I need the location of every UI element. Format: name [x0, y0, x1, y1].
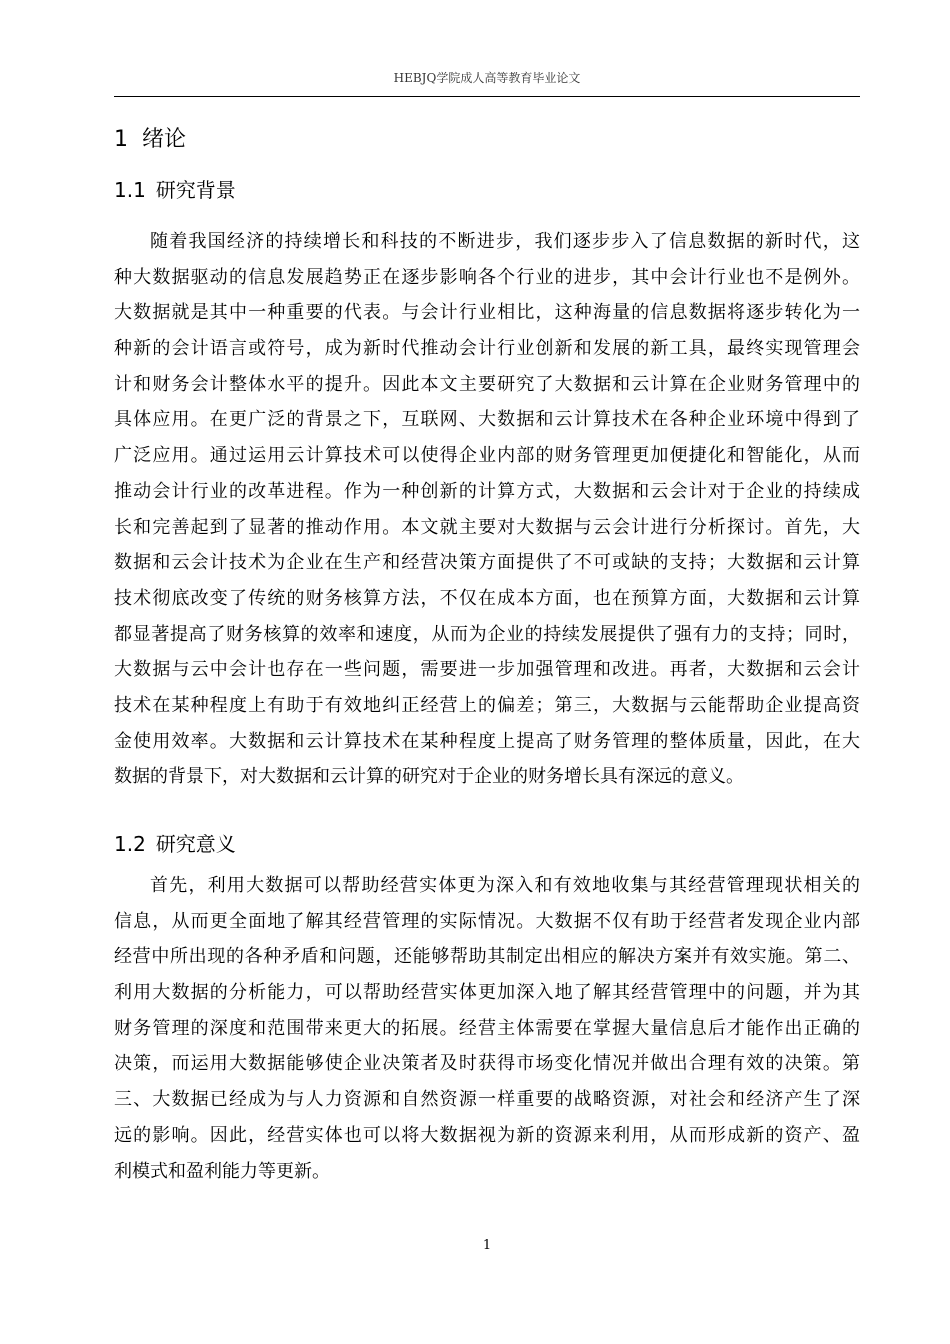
paragraph-line: 金使用效率。大数据和云计算技术在某种程度上提高了财务管理的整体质量，因此，在大 — [114, 730, 860, 752]
paragraph-significance — [114, 868, 860, 1189]
chapter-title — [114, 122, 186, 158]
paragraph-line: 利模式和盈利能力等更新。 — [114, 1160, 330, 1182]
paragraph-line: 数据和云会计技术为企业在生产和经营决策方面提供了不可或缺的支持；大数据和云计算 — [114, 552, 860, 574]
paragraph-line: 大数据就是其中一种重要的代表。与会计行业相比，这种海量的信息数据将逐步转化为一 — [114, 302, 860, 324]
paragraph-line: 数据的背景下，对大数据和云计算的研究对于企业的财务增长具有深远的意义。 — [114, 766, 744, 788]
running-header: HEBJQ学院成人高等教育毕业论文 — [393, 71, 581, 85]
paragraph-line: 计和财务会计整体水平的提升。因此本文主要研究了大数据和云计算在企业财务管理中的 — [114, 373, 860, 395]
paragraph-line: 种大数据驱动的信息发展趋势正在逐步影响各个行业的进步，其中会计行业也不是例外。 — [114, 266, 860, 288]
paragraph-line: 长和完善起到了显著的推动作用。本文就主要对大数据与云会计进行分析探讨。首先，大 — [114, 516, 860, 538]
paragraph-line: 财务管理的深度和范围带来更大的拓展。经营主体需要在掌握大量信息后才能作出正确的 — [114, 1017, 860, 1039]
paragraph-line: 决策，而运用大数据能够使企业决策者及时获得市场变化情况并做出合理有效的决策。第 — [114, 1053, 860, 1075]
chapter-number: 1 — [114, 127, 128, 152]
paragraph-line: 经营中所出现的各种矛盾和问题，还能够帮助其制定出相应的解决方案并有效实施。第二、 — [114, 946, 860, 968]
paragraph-background — [114, 224, 860, 795]
paragraph-line: 技术在某种程度上有助于有效地纠正经营上的偏差；第三，大数据与云能帮助企业提高资 — [114, 694, 860, 716]
chapter-title-text: 绪论 — [142, 127, 187, 152]
paragraph-line: 都显著提高了财务核算的效率和速度，从而为企业的持续发展提供了强有力的支持；同时， — [114, 623, 860, 645]
section-title-text: 研究背景 — [155, 178, 236, 202]
paragraph-line: 三、大数据已经成为与人力资源和自然资源一样重要的战略资源，对社会和经济产生了深 — [114, 1089, 860, 1111]
paragraph-line: 随着我国经济的持续增长和科技的不断进步，我们逐步步入了信息数据的新时代，这 — [150, 231, 860, 252]
paragraph-line: 推动会计行业的改革进程。作为一种创新的计算方式，大数据和云会计对于企业的持续成 — [114, 480, 860, 502]
section-title-text: 研究意义 — [155, 832, 236, 856]
paragraph-line: 种新的会计语言或符号，成为新时代推动会计行业创新和发展的新工具，最终实现管理会 — [114, 338, 860, 360]
paragraph-line: 首先，利用大数据可以帮助经营实体更为深入和有效地收集与其经营管理现状相关的 — [150, 875, 860, 896]
page-number: 1 — [482, 1238, 492, 1253]
section-heading-background — [114, 173, 236, 207]
paragraph-line: 大数据与云中会计也存在一些问题，需要进一步加强管理和改进。再者，大数据和云会计 — [114, 659, 860, 681]
header-rule — [114, 96, 860, 97]
paragraph-line: 技术彻底改变了传统的财务核算方法，不仅在成本方面，也在预算方面，大数据和云计算 — [114, 587, 860, 609]
section-number: 1.2 — [114, 832, 146, 856]
paragraph-line: 广泛应用。通过运用云计算技术可以使得企业内部的财务管理更加便捷化和智能化，从而 — [114, 445, 860, 467]
paragraph-line: 远的影响。因此，经营实体也可以将大数据视为新的资源来利用，从而形成新的资产、盈 — [114, 1124, 860, 1146]
paragraph-line: 利用大数据的分析能力，可以帮助经营实体更加深入地了解其经营管理中的问题，并为其 — [114, 982, 860, 1004]
section-number: 1.1 — [114, 178, 146, 202]
paragraph-line: 具体应用。在更广泛的背景之下，互联网、大数据和云计算技术在各种企业环境中得到了 — [114, 409, 860, 431]
section-heading-significance — [114, 827, 236, 861]
paragraph-line: 信息，从而更全面地了解其经营管理的实际情况。大数据不仅有助于经营者发现企业内部 — [114, 910, 860, 932]
